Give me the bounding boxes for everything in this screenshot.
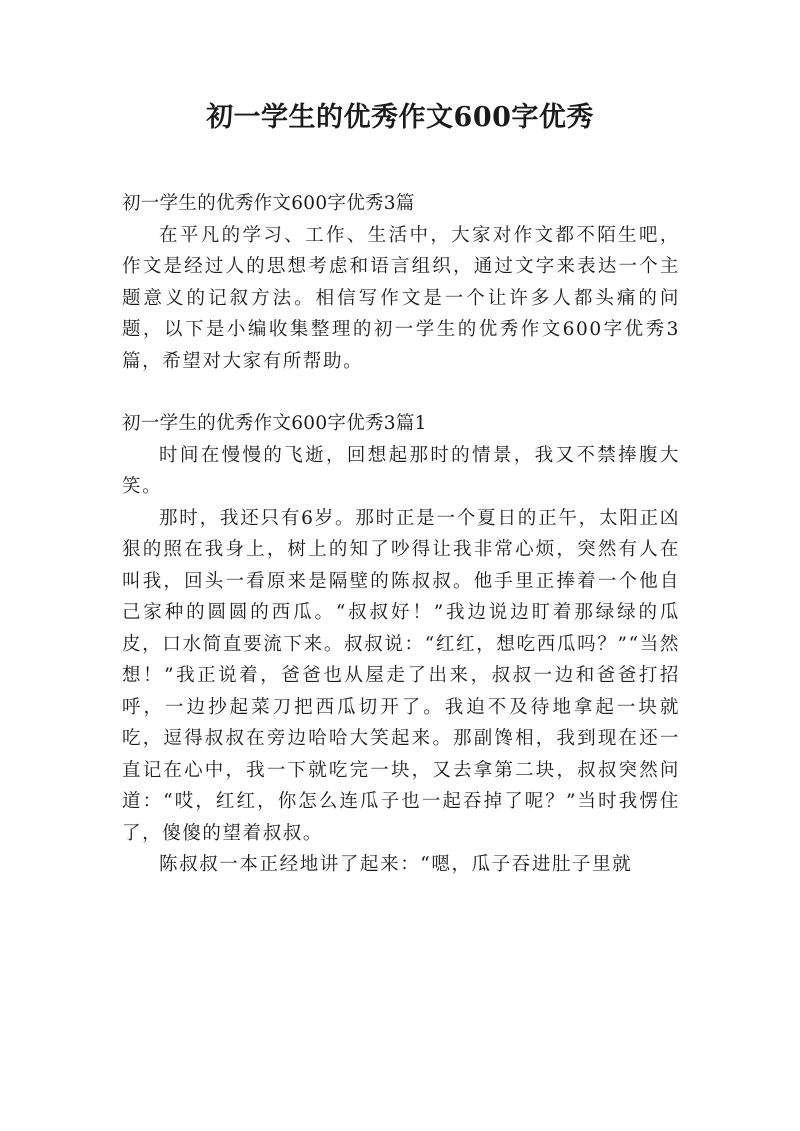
- document-title: 初一学生的优秀作文600字优秀: [206, 102, 594, 133]
- section1-paragraph: 陈叔叔一本正经地讲了起来：“嗯，瓜子吞进肚子里就: [159, 854, 633, 875]
- section1-heading: 初一学生的优秀作文600字优秀3篇1: [122, 413, 427, 434]
- document-body: [122, 188, 680, 881]
- intro-heading: 初一学生的优秀作文600字优秀3篇: [122, 193, 415, 214]
- intro-paragraph: 在平凡的学习、工作、生活中，大家对作文都不陌生吧，作文是经过人的思想考虑和语言组织，通过文字来表达一个主题意义的记叙方法。相信写作文是一个让许多人都头痛的问题，以下是小编收集整理的初一学生的优秀作文600字优秀3篇，希望对大家有所帮助。: [122, 224, 680, 372]
- section1-paragraph: 那时，我还只有6岁。那时正是一个夏日的正午，太阳正凶狠的照在我身上，树上的知了吵得让我非常心烦，突然有人在叫我，回头一看原来是隔壁的陈叔叔。他手里正捧着一个他自己家种的圆圆的西瓜。“叔叔好！”我边说边盯着那绿绿的瓜皮，口水简直要流下来。叔叔说：“红红，想吃西瓜吗？”“当然想！”我正说着，爸爸也从屋走了出来，叔叔一边和爸爸打招呼，一边抄起菜刀把西瓜切开了。我迫不及待地拿起一块就吃，逗得叔叔在旁边哈哈大笑起来。那副馋相，我到现在还一直记在心中，我一下就吃完一块，又去拿第二块，叔叔突然问道：“哎，红红，你怎么连瓜子也一起吞掉了呢？”当时我愣住了，傻傻的望着叔叔。: [122, 507, 680, 844]
- section-spacer: [122, 377, 680, 408]
- section1-paragraph: 时间在慢慢的飞逝，回想起那时的情景，我又不禁捧腹大笑。: [122, 444, 680, 497]
